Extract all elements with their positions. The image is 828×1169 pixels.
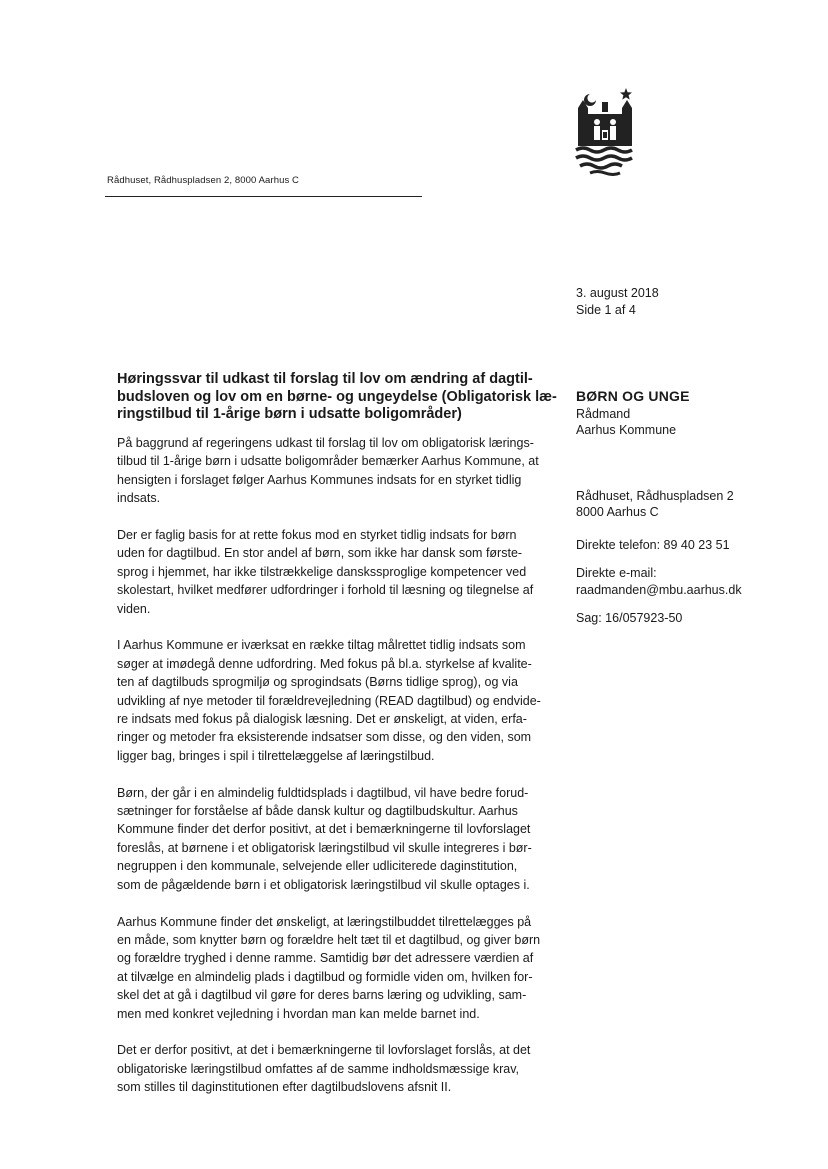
email-address: raadmanden@mbu.aarhus.dk bbox=[576, 582, 742, 597]
text-line: Det er derfor positivt, at det i bemærkningerne til lovforslaget forslås, at det bbox=[117, 1043, 531, 1058]
department-name: BØRN OG UNGE bbox=[576, 388, 690, 404]
date-block bbox=[576, 285, 659, 318]
text-line: søger at imødegå denne udfordring. Med fokus på bl.a. styrkelse af kvalite- bbox=[117, 656, 532, 671]
sender-municipality: Aarhus Kommune bbox=[576, 423, 677, 437]
text-line: men med konkret vejledning i hvordan man kan melde barnet ind. bbox=[117, 1006, 480, 1021]
paragraph bbox=[117, 913, 557, 1023]
text-line: viden. bbox=[117, 601, 151, 616]
text-line: udvikling af nye metoder til forældrevejledning (READ dagtilbud) og endvide- bbox=[117, 693, 541, 708]
text-line: sprog i hjemmet, har ikke tilstrækkelige danskssproglige kompetencer ved bbox=[117, 564, 527, 579]
paragraph bbox=[117, 636, 557, 765]
paragraph bbox=[117, 526, 557, 618]
text-line: ten af dagtilbuds sprogmiljø og sprogindsats (Børns tidlige sprog), og via bbox=[117, 675, 518, 690]
aarhus-city-crest-icon bbox=[572, 84, 638, 176]
text-line: Aarhus Kommune finder det ønskeligt, at læringstilbuddet tilrettelægges på bbox=[117, 914, 532, 929]
text-line: som stilles til daginstitutionen efter dagtilbudslovens afsnit II. bbox=[117, 1080, 452, 1095]
text-line: sætninger for forståelse af både dansk kultur og dagtilbudskultur. Aarhus bbox=[117, 804, 518, 819]
paragraph bbox=[117, 1041, 557, 1096]
paragraph bbox=[117, 784, 557, 894]
page-indicator: Side 1 af 4 bbox=[576, 302, 636, 317]
text-line: skel det at gå i dagtilbud vil gøre for deres barns læring og udvikling, sam- bbox=[117, 988, 527, 1003]
text-line: foreslås, at børnene i et obligatorisk læringstilbud vil skulle integreres i bør- bbox=[117, 840, 532, 855]
text-line: obligatoriske læringstilbud omfattes af de samme indholdsmæssige krav, bbox=[117, 1061, 520, 1076]
text-line: hensigten i forslaget følger Aarhus Kommunes indsats for en styrket tidlig bbox=[117, 472, 522, 487]
sidebar-address-line1: Rådhuset, Rådhuspladsen 2 bbox=[576, 488, 734, 503]
letter-body bbox=[117, 434, 557, 1115]
text-line: indsats. bbox=[117, 491, 161, 506]
sidebar-address-line2: 8000 Aarhus C bbox=[576, 505, 659, 519]
text-line: ringer og metoder fra eksisterende indsatser som disse, og den viden, som bbox=[117, 730, 532, 745]
case-number: Sag: 16/057923-50 bbox=[576, 611, 683, 625]
title-line: budsloven og lov om en børne- og ungeydelse (Obligatorisk læ- bbox=[117, 388, 557, 405]
text-line: re indsats med fokus på dialogisk læsning. Det er ønskeligt, at viden, erfa- bbox=[117, 712, 527, 727]
direct-phone: Direkte telefon: 89 40 23 51 bbox=[576, 537, 730, 552]
title-line: Høringssvar til udkast til forslag til lov om ændring af dagtil- bbox=[117, 371, 533, 387]
text-line: Kommune finder det derfor positivt, at det i bemærkningerne til lovforslaget bbox=[117, 822, 531, 837]
text-line: På baggrund af regeringens udkast til forslag til lov om obligatorisk lærings- bbox=[117, 436, 534, 450]
sender-address: Rådhuset, Rådhuspladsen 2, 8000 Aarhus C bbox=[107, 175, 300, 186]
text-line: ligger bag, bringes i spil i tilrettelæggelse af læringstilbud. bbox=[117, 748, 435, 763]
title-line: ringstilbud til 1-årige børn i udsatte boligområder) bbox=[117, 406, 462, 422]
sender-sidebar bbox=[576, 388, 816, 627]
letter-date: 3. august 2018 bbox=[576, 286, 659, 300]
text-line: som de pågældende børn i et obligatorisk læringstilbud vil skulle optages i. bbox=[117, 877, 530, 892]
text-line: Børn, der går i en almindelig fuldtidsplads i dagtilbud, vil have bedre forud- bbox=[117, 785, 529, 800]
email-label: Direkte e-mail: bbox=[576, 566, 657, 580]
letter-title bbox=[117, 371, 557, 424]
text-line: I Aarhus Kommune er iværksat en række tiltag målrettet tidlig indsats som bbox=[117, 638, 526, 653]
text-line: uden for dagtilbud. En stor andel af børn, som ikke har dansk som første- bbox=[117, 546, 523, 561]
sender-divider bbox=[105, 196, 422, 197]
text-line: en måde, som knytter børn og forældre helt tæt til et dagtilbud, og giver børn bbox=[117, 932, 541, 947]
sender-role: Rådmand bbox=[576, 406, 631, 421]
text-line: Der er faglig basis for at rette fokus mod en styrket tidlig indsats for børn bbox=[117, 528, 517, 543]
text-line: tilbud til 1-årige børn i udsatte boligområder bemærker Aarhus Kommune, at bbox=[117, 454, 539, 469]
paragraph bbox=[117, 434, 557, 508]
text-line: skolestart, hvilket medfører udfordringer i forhold til læsning og tilegnelse af bbox=[117, 583, 534, 598]
text-line: at tilvælge en almindelig plads i dagtilbud og formidle viden om, hvilken for- bbox=[117, 969, 533, 984]
text-line: og forældre tryghed i denne ramme. Samtidig bør det adressere værdien af bbox=[117, 951, 534, 966]
text-line: negruppen i den kommunale, selvejende eller udliciterede daginstitution, bbox=[117, 859, 518, 874]
